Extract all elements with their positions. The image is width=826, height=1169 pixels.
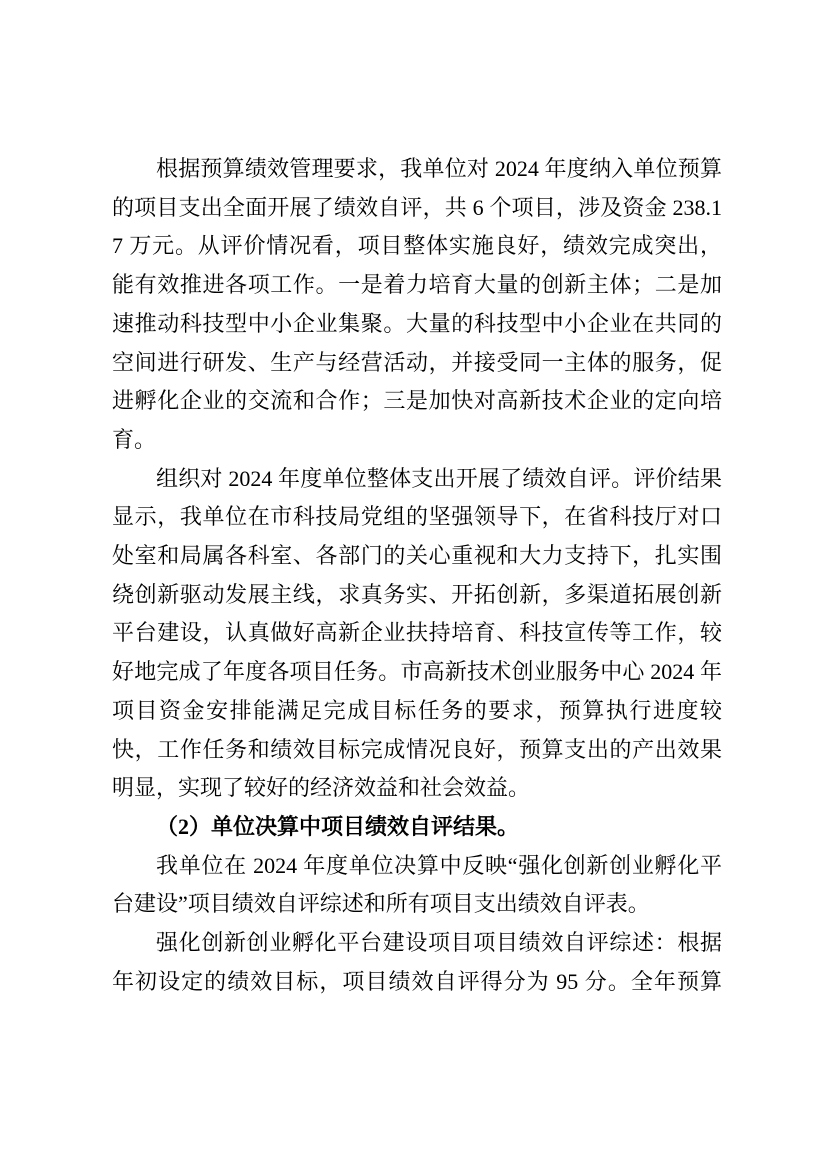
paragraph-incubation-platform-summary: 强化创新创业孵化平台建设项目项目绩效自评综述：根据年初设定的绩效目标，项目绩效自评得分为 95 分。全年预算 [112,930,722,994]
paragraph-project-self-evaluation-overview: 根据预算绩效管理要求，我单位对 2024 年度纳入单位预算的项目支出全面开展了绩效自评，共 6 个项目，涉及资金 238.17 万元。从评价情况看，项目整体实施良好，绩效完成突出，能有效推进各项工作。一是着力培育大量的创新主体；二是加速推动科技型中小企业集聚。大量的科技型中小企业在共同的空间进行研发、生产与经营活动，并接受同一主体的服务，促进孵化企业的交流和合作；三是加快对高新技术企业的定向培育。 [112,156,722,452]
paragraph-final-accounts-reflection: 我单位在 2024 年度单位决算中反映“强化创新创业孵化平台建设”项目绩效自评综述和所有项目支出绩效自评表。 [112,852,722,917]
section-heading-project-performance-results: （2）单位决算中项目绩效自评结果。 [156,813,520,839]
paragraph-overall-expenditure-evaluation: 组织对 2024 年度单位整体支出开展了绩效自评。评价结果显示，我单位在市科技局党组的坚强领导下，在省科技厅对口处室和局属各科室、各部门的关心重视和大力支持下，扎实围绕创新驱动发展主线，求真务实、开拓创新，多渠道拓展创新平台建设，认真做好高新企业扶持培育、科技宣传等工作，较好地完成了年度各项目任务。市高新技术创业服务中心 2024 年项目资金安排能满足完成目标任务的要求，预算执行进度较快，工作任务和绩效目标完成情况良好，预算支出的产出效果明显，实现了较好的经济效益和社会效益。 [112,465,722,801]
